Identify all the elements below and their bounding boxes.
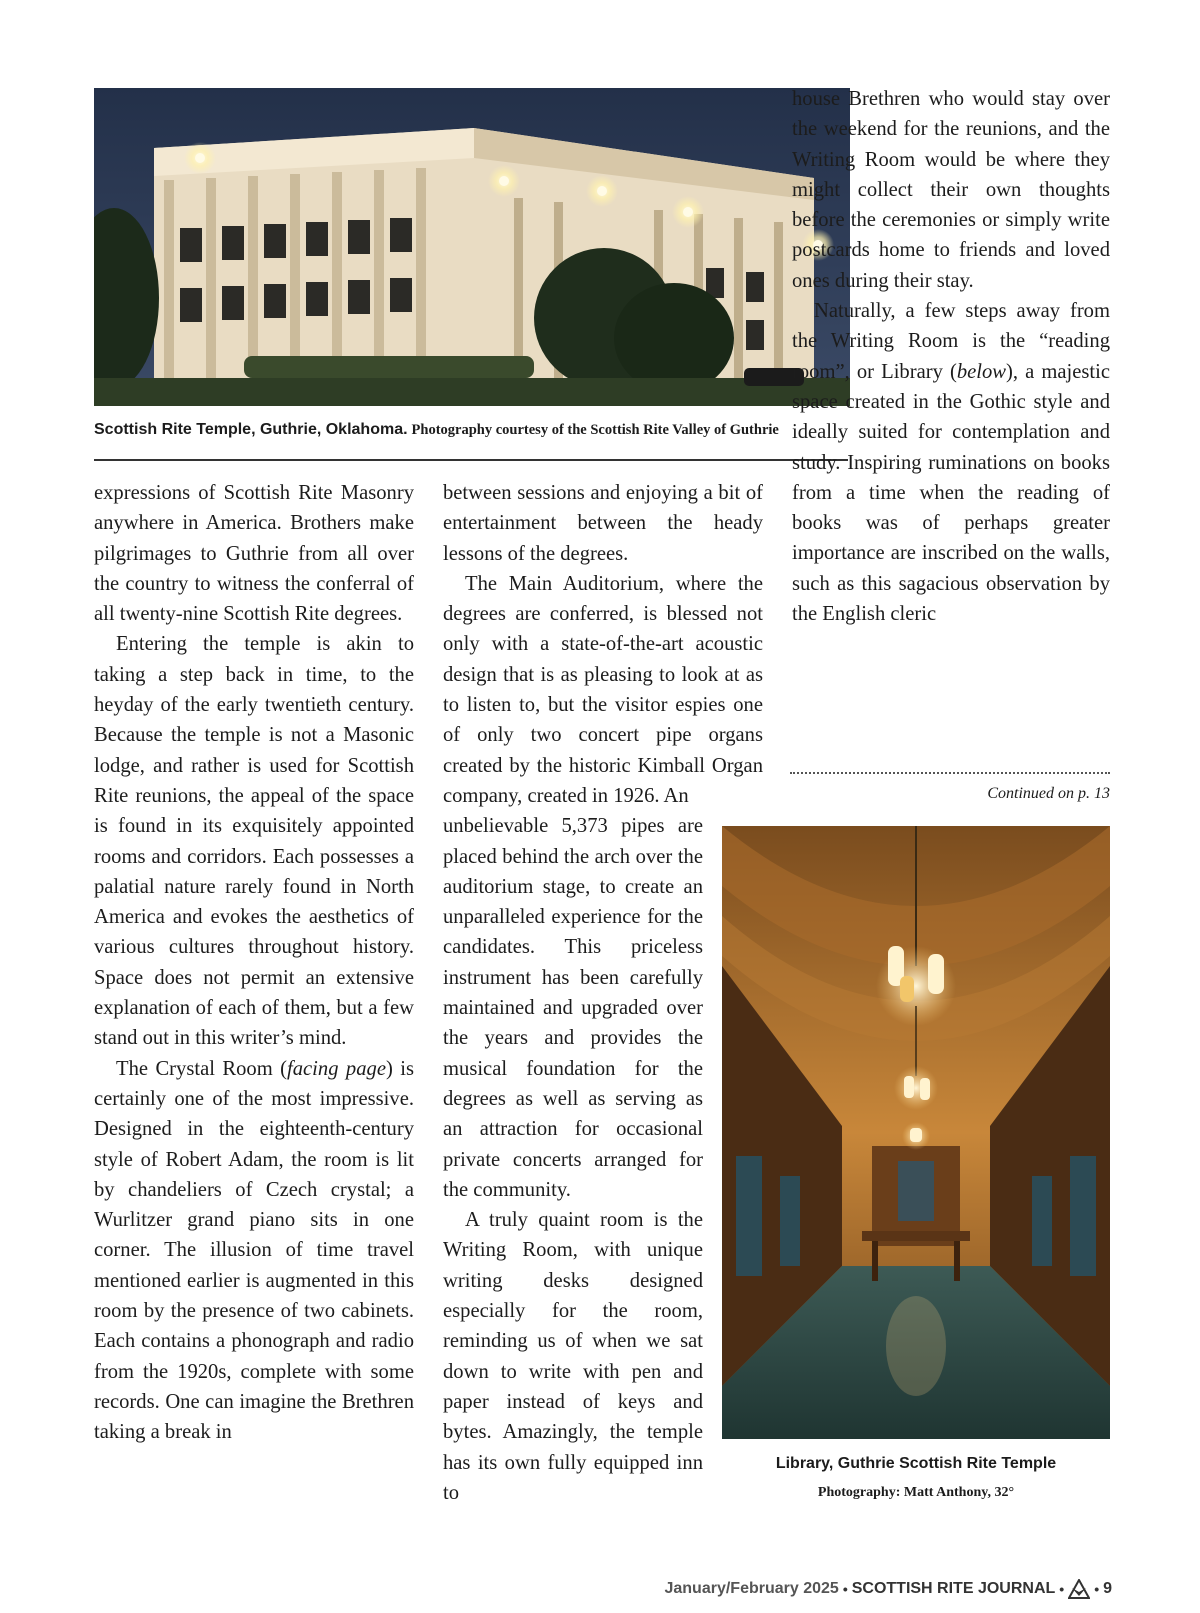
library-photo-caption: Library, Guthrie Scottish Rite Temple	[775, 1455, 1057, 1472]
cross-reference: facing page	[287, 1057, 386, 1080]
paragraph: A truly quaint room is the Writing Room, with unique writing desks designed especially for the room, reminding us of when we sat down to write with pen and paper instead of keys and bytes. Amazingly, the temple has its own fully equipped inn to	[443, 1209, 703, 1504]
article-column-3	[792, 84, 1110, 629]
separator-dot: •	[1059, 1581, 1065, 1597]
paragraph: expressions of Scottish Rite Masonry anywhere in America. Brothers make pilgrimages to Guthrie from all over the country to witness the conferral of all twenty-nine Scottish Rite degrees.	[94, 482, 414, 626]
paragraph-continued: unbelievable 5,373 pipes are placed behind the arch over the auditorium stage, to create an unparalleled experience for the candidates. This priceless instrument has been carefully maintained and upgraded over the years and provides the musical foundation for the degrees as well as serving as an attraction for occasional private concerts arranged for the community.	[443, 815, 703, 1201]
caption-title: Scottish Rite Temple, Guthrie, Oklahoma.	[94, 421, 408, 438]
paragraph: The Crystal Room (facing page) is certainly one of the most impressive. Designed in the eighteenth-century style of Robert Adam, the room is lit by chandeliers of Czech crystal; a Wurlitzer grand piano sits in one corner. The illusion of time travel mentioned earlier is augmented in this room by the presence of two cabinets. Each contains a phonograph and radio from the 1920s, complete with some records. One can imagine the Brethren taking a break in	[94, 1057, 414, 1444]
dotted-divider	[790, 772, 1110, 774]
paragraph: The Main Auditorium, where the degrees are conferred, is blessed not only with a state-of-the-art acoustic design that is as pleasing to look at as to listen to, but the visitor espies one of only two concert pipe organs created by the historic Kimball Organ company, created in 1926. An	[443, 572, 763, 807]
cross-reference: below	[956, 360, 1007, 383]
double-eagle-icon	[1068, 1579, 1090, 1599]
separator-dot: •	[842, 1581, 848, 1597]
temple-photo-caption	[94, 420, 854, 440]
paragraph: between sessions and enjoying a bit of entertainment between the heady lessons of the degrees.	[443, 482, 763, 565]
caption-rule	[94, 459, 848, 461]
caption-credit: Photography courtesy of the Scottish Rite Valley of Guthrie	[411, 422, 779, 438]
journal-name: SCOTTISH RITE JOURNAL	[851, 1580, 1056, 1597]
library-photo	[722, 826, 1110, 1439]
article-column-1	[94, 478, 414, 1448]
continued-link[interactable]: Continued on p. 13	[987, 785, 1110, 802]
page-number: 9	[1103, 1580, 1112, 1597]
library-photo-credit: Photography: Matt Anthony, 32°	[817, 1485, 1015, 1500]
issue-date: January/February 2025	[664, 1580, 839, 1597]
temple-photo	[94, 88, 850, 406]
separator-dot: •	[1094, 1581, 1100, 1597]
paragraph: Entering the temple is akin to taking a step back in time, to the heyday of the early twentieth century. Because the temple is not a Masonic lodge, and rather is used for Scottish Rite reunions, the appeal of the space is found in its exquisitely appointed rooms and corridors. Each possesses a palatial nature rarely found in North America and evokes the aesthetics of various cultures throughout history. Space does not permit an extensive explanation of each of them, but a few stand out in this writer’s mind.	[94, 633, 414, 1050]
paragraph: house Brethren who would stay over the weekend for the reunions, and the Writing Room would be where they might collect their own thoughts before the ceremonies or simply write postcards home to friends and loved ones during their stay.	[792, 88, 1110, 292]
paragraph: Naturally, a few steps away from the Writing Room is the “reading room”, or Library (below), a majestic space created in the Gothic style and ideally suited for contemplation and study. Inspiring ruminations on books from a time when the reading of books was of perhaps greater importance are inscribed on the walls, such as this sagacious observation by the English cleric	[792, 300, 1110, 626]
article-column-2	[443, 478, 763, 1508]
page-footer	[664, 1577, 1112, 1601]
